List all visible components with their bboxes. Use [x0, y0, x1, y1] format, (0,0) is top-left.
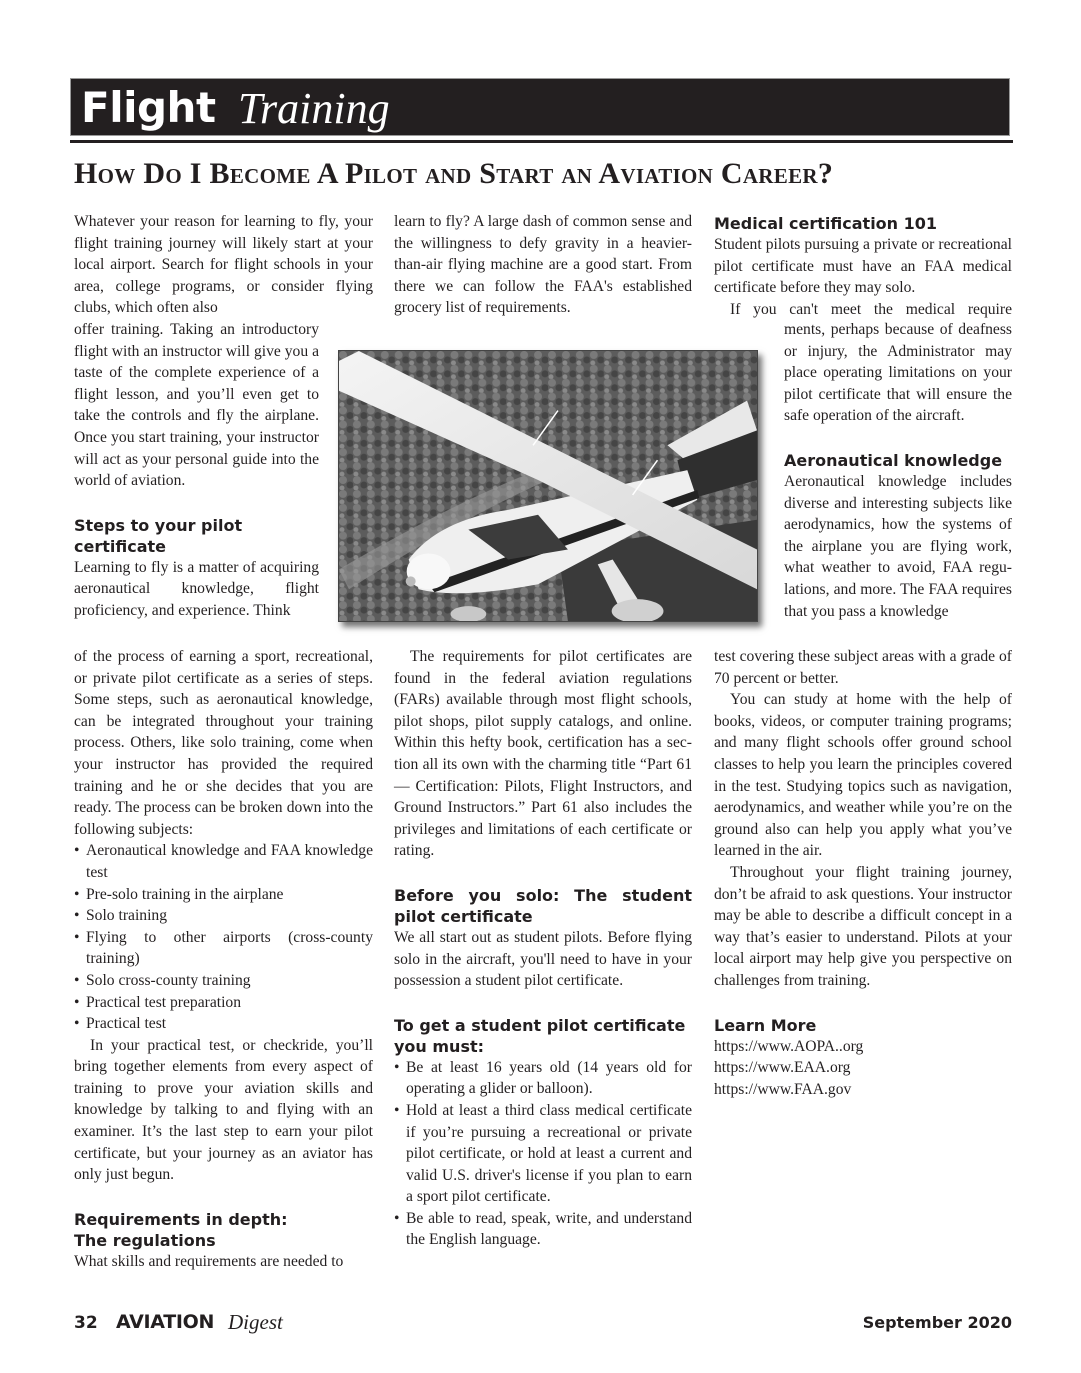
- solo-heading: Before you solo: The student pilot certificate: [394, 885, 692, 926]
- requirements-heading-line1: Requirements in depth:: [74, 1209, 288, 1229]
- steps-heading: Steps to your pilot certificate: [74, 515, 243, 556]
- requirement-list-item: • Be at least 16 years old (14 years old for operating a glider or balloon).: [394, 1057, 692, 1100]
- publication-name: AVIATION: [116, 1311, 215, 1333]
- medical-paragraph-2-wrap: ments, perhaps because of deafness or injury, the Administrator may place operating limitations on your pilot certificate that will ensure the safe operation of the aircraft.: [784, 321, 1012, 425]
- column-2-bottom: [394, 646, 692, 1251]
- column-1-wrap: [74, 319, 319, 622]
- learn-more-link[interactable]: https://www.EAA.org: [714, 1059, 851, 1077]
- steps-paragraph: of the process of earning a sport, recreational, or private pilot certificate as a series of steps. Some steps, such as aeronautical knowledge, can be integrated throughout your training process. Others, like solo training, come when your instructor has provided the required training and he or she decides that you are ready. The process can be broken down into the following subjects:: [74, 648, 373, 838]
- requirements-heading-line2: The regulations: [74, 1230, 216, 1250]
- steps-paragraph-wrap: Learning to fly is a matter of acquiring aeronautical knowledge, flight proficiency, and experience. Think: [74, 558, 319, 619]
- publication-subname: Digest: [228, 1310, 283, 1334]
- requirements-paragraph-cont: learn to fly? A large dash of common sense and the willingness to defy gravity in a heavier-than-air flying machine are a good start. From there we can follow the FAA's established grocery list of requirements.: [394, 213, 692, 317]
- aeronautical-paragraph-wrap: Aeronautical knowledge includes diverse and interesting subjects like aerodynamics, how the systems of the airplane you are flying work, what weather to avoid, FAA regulations, and more. The FAA requires that you pass a knowledge: [784, 472, 1012, 620]
- steps-list-item: • Practical test: [74, 1013, 373, 1035]
- medical-paragraph-2-start: If you can't meet the medical require: [730, 300, 1012, 318]
- section-header-bar: [70, 78, 1010, 136]
- steps-list-item: • Solo training: [74, 905, 373, 927]
- journey-paragraph: Throughout your flight training journey, don’t be afraid to ask questions. Your instructor may be able to describe a difficult concept in a way that’s easier to understand. Pilots at your local airport may help give you perspective on challenges from training.: [714, 863, 1012, 989]
- section-label: Flight: [81, 83, 216, 132]
- steps-list-item: • Flying to other airports (cross-county training): [74, 927, 373, 970]
- learn-more-heading: Learn More: [714, 1015, 817, 1035]
- column-1-top: [74, 211, 373, 319]
- solo-paragraph: We all start out as student pilots. Before flying solo in the aircraft, you'll need to have in your possession a student pilot certificate.: [394, 928, 692, 990]
- column-3-top: [714, 211, 1012, 320]
- column-3-bottom: [714, 646, 1012, 1100]
- get-certificate-heading: To get a student pilot certificate you must:: [394, 1015, 686, 1056]
- airplane-photo: [338, 350, 758, 622]
- steps-list-item: • Pre-solo training in the airplane: [74, 884, 373, 906]
- learn-more-link[interactable]: https://www.AOPA..org: [714, 1037, 864, 1055]
- steps-list: [74, 840, 373, 1034]
- aeronautical-paragraph-end: test covering these subject areas with a grade of 70 percent or better.: [714, 648, 1012, 687]
- column-3-wrap: [784, 319, 1012, 622]
- header-rule: [70, 140, 1013, 143]
- steps-list-item: • Practical test preparation: [74, 992, 373, 1014]
- intro-paragraph-wrap: offer training. Taking an introductory flight with an instructor will give you a taste of the complete experience of a flight lesson, and you’ll even get to take the controls and fly the airplane. Once you start training, your instructor will act as your personal guide into the world of aviation.: [74, 321, 319, 490]
- page-number: 32: [74, 1313, 98, 1333]
- far-paragraph: The requirements for pilot certificates are found in the federal aviation regulations (FARs) available through most flight schools, pilot shops, pilot supply catalogs, and online. Within this hefty book, certification has a section all its own with the charming title “Part 61 — Certification: Pilots, Flight Instructors, and Ground Instructors.” Part 61 also includes the privileges and limitations of each certificate or rating.: [394, 648, 692, 860]
- airplane-image: [339, 351, 757, 621]
- column-2-top: [394, 211, 692, 319]
- steps-list-item: • Aeronautical knowledge and FAA knowledge test: [74, 840, 373, 883]
- steps-list-item: • Solo cross-county training: [74, 970, 373, 992]
- requirement-list-item: • Hold at least a third class medical certificate if you’re pursuing a recreational or private pilot certificate, or hold at least a current and valid U.S. driver's license if you plan to earn a sport pilot certificate.: [394, 1100, 692, 1208]
- get-certificate-list: [394, 1057, 692, 1251]
- medical-paragraph: Student pilots pursuing a private or recreational pilot certificate must have an FAA medical certificate before they may solo.: [714, 236, 1012, 297]
- requirements-paragraph-start: What skills and requirements are needed to: [74, 1252, 344, 1270]
- learn-more-link[interactable]: https://www.FAA.gov: [714, 1080, 852, 1098]
- column-1-bottom: [74, 646, 373, 1272]
- issue-date: September 2020: [862, 1313, 1012, 1332]
- medical-heading: Medical certification 101: [714, 214, 938, 233]
- practical-test-paragraph: In your practical test, or checkride, you’ll bring together elements from every aspect of training to prove your aviation skills and knowledge by talking to and flying with an examiner. It’s the last step to earn your pilot certificate, but your journey as an aviator has only just begun.: [74, 1036, 373, 1184]
- requirement-list-item: • Be able to read, speak, write, and understand the English language.: [394, 1208, 692, 1251]
- aeronautical-heading: Aeronautical knowledge: [784, 450, 1003, 470]
- section-sublabel: Training: [238, 84, 390, 133]
- article-title: How Do I Become A Pilot and Start an Aviation Career?: [74, 157, 834, 190]
- intro-paragraph: Whatever your reason for learning to fly, your flight training journey will likely start at your local airport. Search for flight schools in your area, college programs, or consider flying clubs, which often also: [74, 213, 373, 317]
- study-paragraph: You can study at home with the help of books, videos, or computer training programs; and many flight schools offer ground school classes to help you learn the principles covered in the test. Studying topics such as navigation, aerodynamics, and weather while you’re on the ground also can help you apply what you’ve learned in the air.: [714, 691, 1012, 860]
